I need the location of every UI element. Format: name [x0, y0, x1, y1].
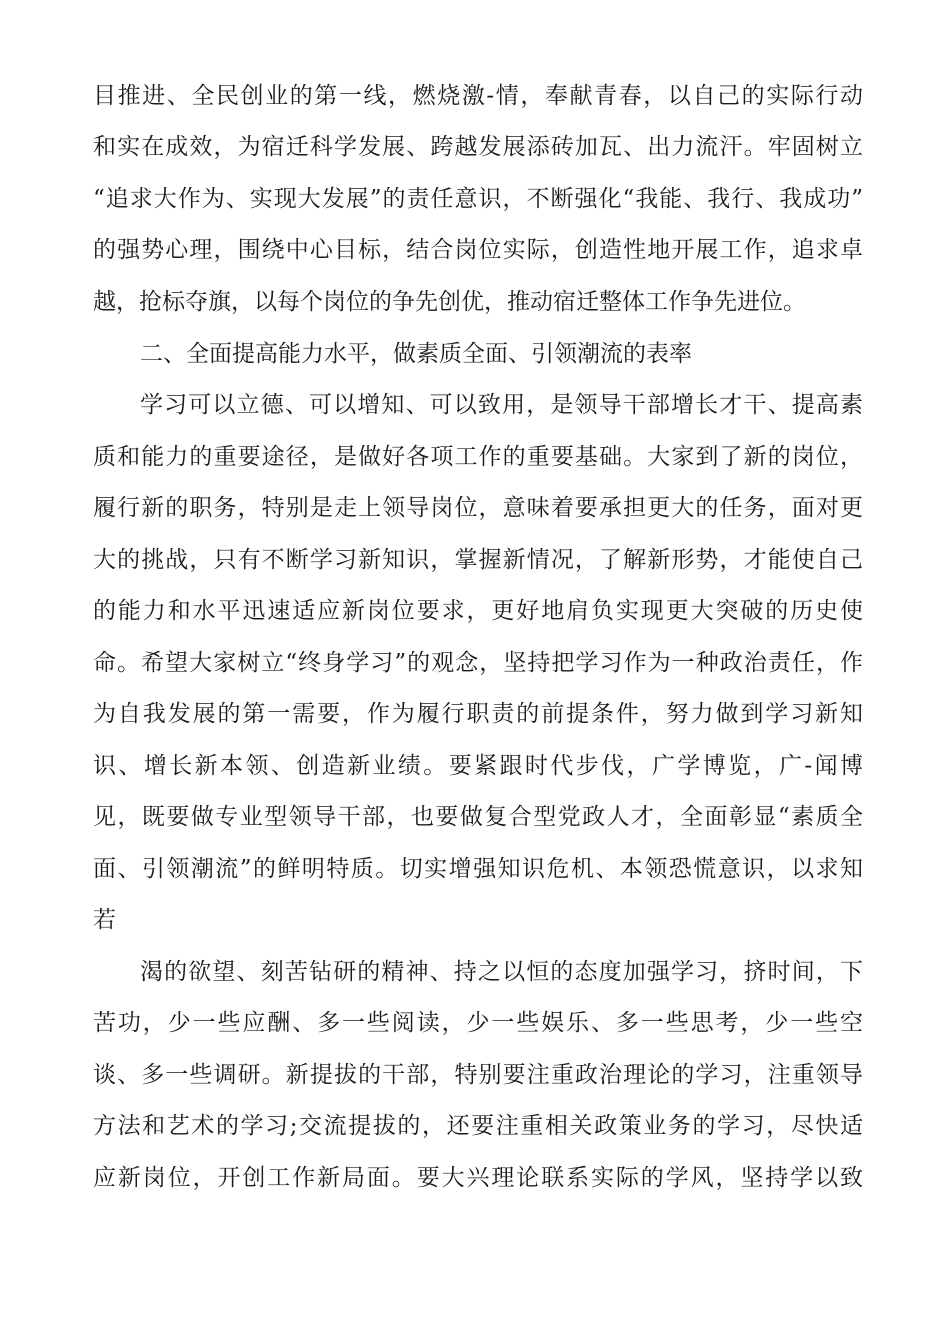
text-line: 谈、多一些调研。新提拔的干部，特别要注重政治理论的学习，注重领导	[93, 1062, 863, 1088]
text-line: 质和能力的重要途径，是做好各项工作的重要基础。大家到了新的岗位，	[93, 444, 863, 470]
text-line: 识、增长新本领、创造新业绩。要紧跟时代步伐，广学博览，广-闻博	[93, 753, 863, 779]
text-line: 若	[93, 907, 116, 933]
text-line: 履行新的职务，特别是走上领导岗位，意味着要承担更大的任务，面对更	[93, 495, 863, 521]
text-line: 为自我发展的第一需要，作为履行职责的前提条件，努力做到学习新知	[93, 701, 863, 727]
text-line: 越，抢标夺旗，以每个岗位的争先创优，推动宿迁整体工作争先进位。	[93, 289, 806, 315]
section-heading: 二、全面提高能力水平，做素质全面、引领潮流的表率	[140, 341, 692, 367]
text-line: 目推进、全民创业的第一线，燃烧激-情，奉献青春，以自己的实际行动	[93, 83, 863, 109]
text-line: 面、引领潮流”的鲜明特质。切实增强知识危机、本领恐慌意识，以求知	[93, 856, 863, 882]
text-line: 的强势心理，围绕中心目标，结合岗位实际，创造性地开展工作，追求卓	[93, 237, 863, 263]
text-line: 渴的欲望、刻苦钻研的精神、持之以恒的态度加强学习，挤时间，下	[140, 959, 863, 985]
text-line: “追求大作为、实现大发展”的责任意识，不断强化“我能、我行、我成功”	[93, 186, 863, 212]
text-line: 的能力和水平迅速适应新岗位要求，更好地肩负实现更大突破的历史使	[93, 598, 863, 624]
text-line: 大的挑战，只有不断学习新知识，掌握新情况，了解新形势，才能使自己	[93, 547, 863, 573]
text-line: 应新岗位，开创工作新局面。要大兴理论联系实际的学风，坚持学以致	[93, 1165, 863, 1191]
text-line: 学习可以立德、可以增知、可以致用，是领导干部增长才干、提高素	[140, 392, 863, 418]
text-line: 和实在成效，为宿迁科学发展、跨越发展添砖加瓦、出力流汗。牢固树立	[93, 134, 863, 160]
text-line: 苦功，少一些应酬、多一些阅读，少一些娱乐、多一些思考，少一些空	[93, 1010, 863, 1036]
text-line: 见，既要做专业型领导干部，也要做复合型党政人才，全面彰显“素质全	[93, 804, 863, 830]
text-line: 方法和艺术的学习;交流提拔的，还要注重相关政策业务的学习，尽快适	[93, 1113, 863, 1139]
text-line: 命。希望大家树立“终身学习”的观念，坚持把学习作为一种政治责任，作	[93, 650, 863, 676]
